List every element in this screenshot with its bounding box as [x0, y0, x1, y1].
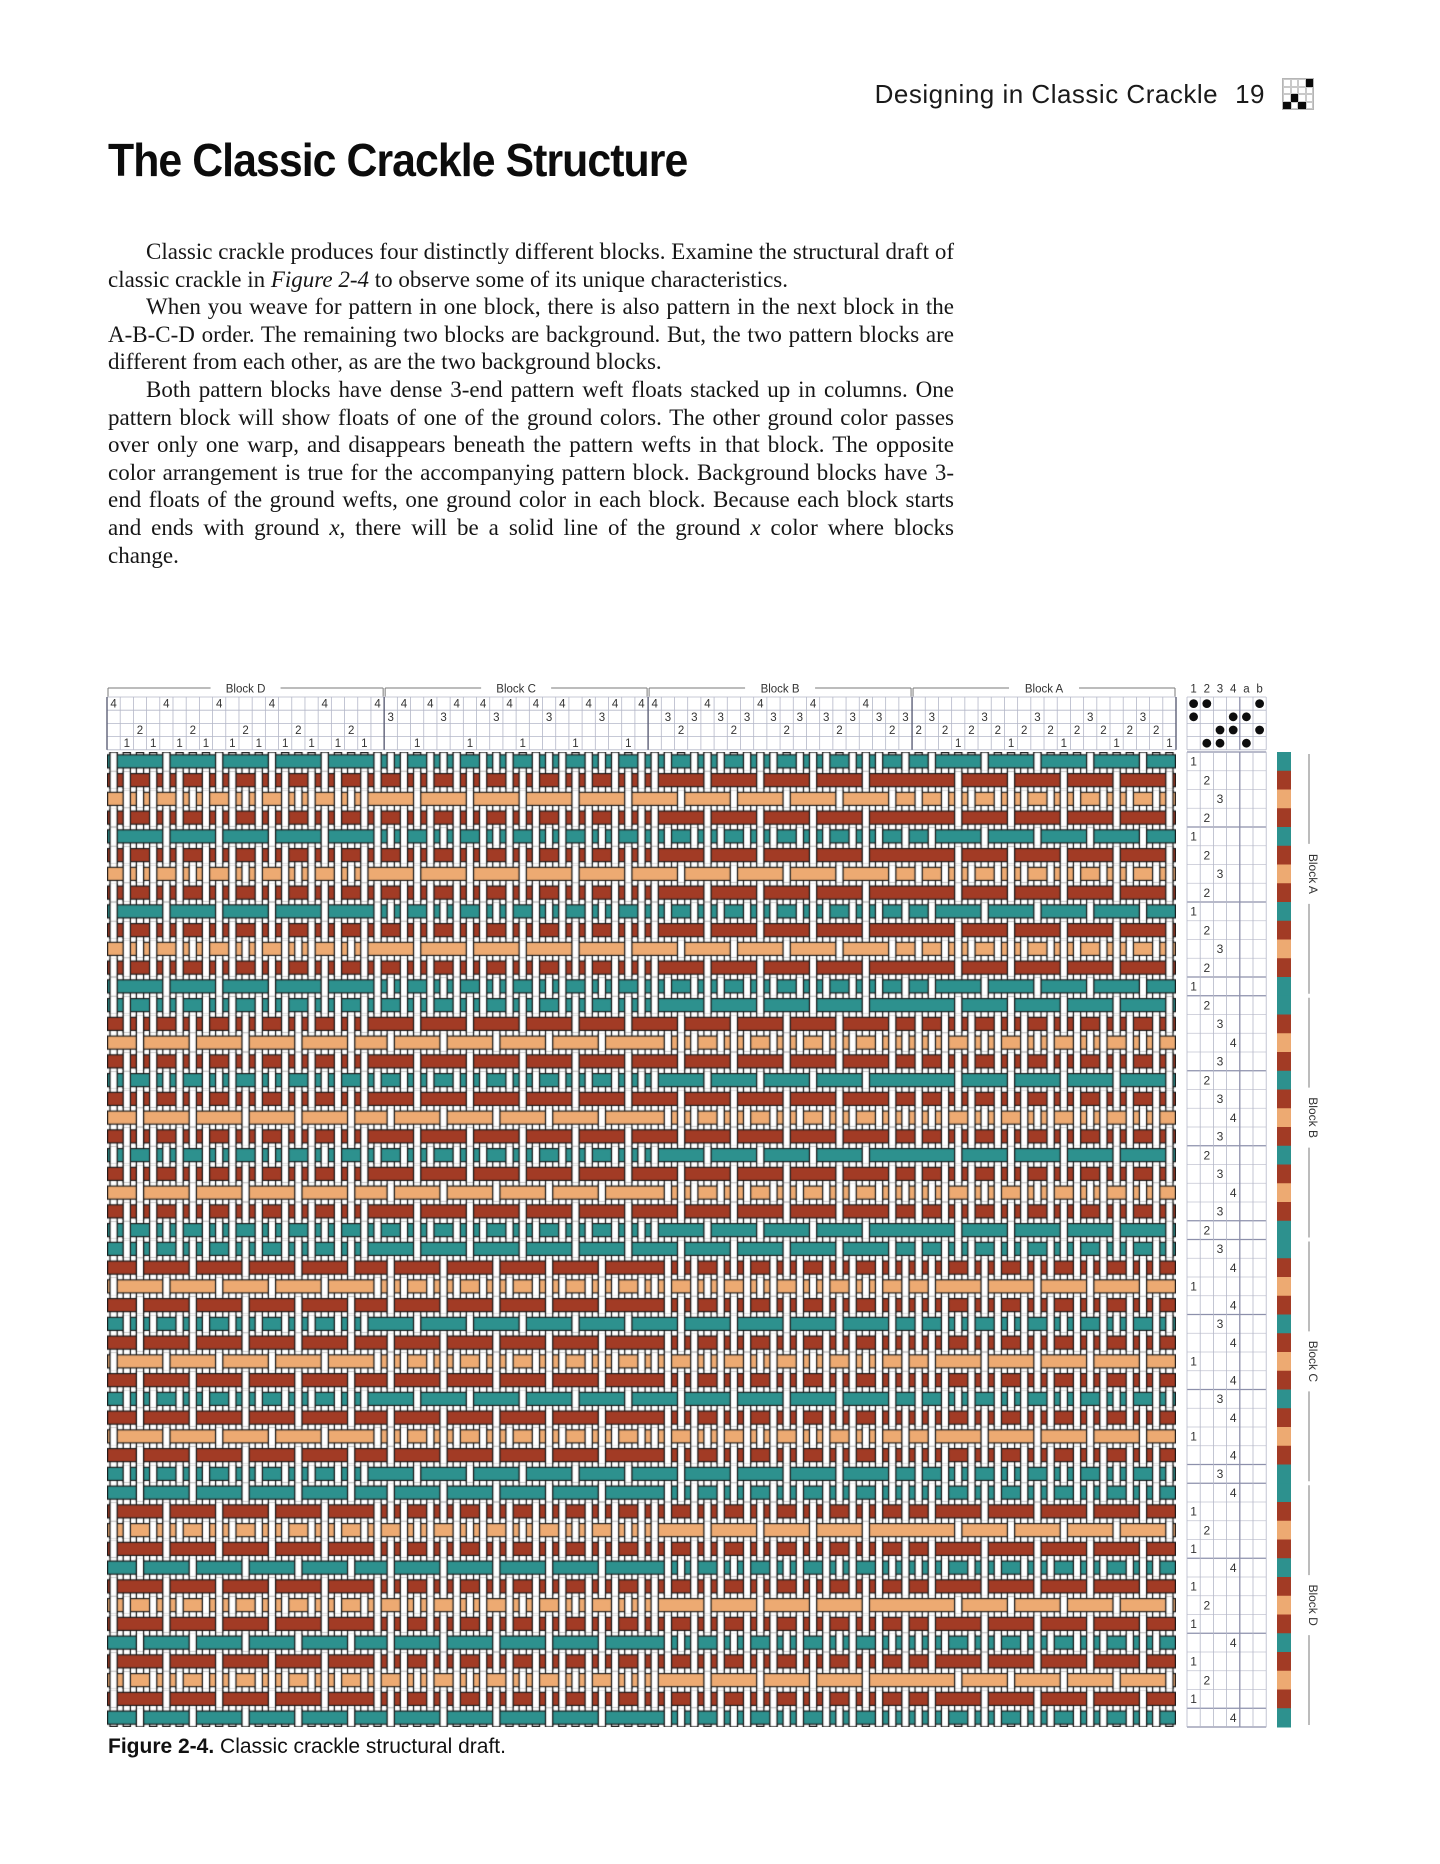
body-paragraph: Both pattern blocks have dense 3-end pattern weft floats stacked up in columns. One pattern block will show floats of one of the ground colors. The other ground color passes over only one warp, and disappears beneath the pattern wefts in that block. The opposite color arrangement is true for the accompanying pattern block. Background blocks have 3-end floats of the ground wefts, one ground color in each block. Because each block starts and ends with ground x, there will be a solid line of the ground x color where blocks change. [108, 376, 954, 568]
treadling-number: 2 [1203, 1673, 1211, 1688]
threading-shaft-number: 2 [242, 725, 249, 737]
treadling-number: 1 [1190, 829, 1197, 844]
threading-shaft-number: 3 [1087, 711, 1094, 724]
treadling-block-label: Block D [1306, 1584, 1320, 1626]
threading-shaft-number: 3 [770, 711, 777, 724]
threading-shaft-number: 4 [427, 698, 434, 711]
threading-shaft-number: 3 [691, 711, 698, 724]
weft-color-cell [1277, 1521, 1291, 1540]
treadling-number: 4 [1229, 1485, 1237, 1500]
tieup-dot [1216, 739, 1225, 748]
weft-color-cell [1277, 1165, 1291, 1184]
threading-shaft-number: 4 [506, 698, 513, 711]
treadling-number: 3 [1216, 942, 1224, 957]
threading-shaft-number: 4 [163, 698, 170, 711]
treadling-number: 3 [1216, 867, 1224, 882]
threading-shaft-number: 3 [1139, 711, 1147, 724]
treadling-number: 2 [1203, 1073, 1211, 1088]
weft-color-cell [1277, 1408, 1291, 1427]
threading-shaft-number: 1 [955, 738, 962, 751]
threading-shaft-number: 3 [849, 711, 856, 724]
threading-shaft-number: 1 [1060, 738, 1068, 751]
weft-color-cell [1277, 1690, 1291, 1709]
running-head-title: Designing in Classic Crackle [874, 78, 1219, 109]
threading-shaft-number: 4 [321, 698, 328, 711]
treadling-number: 4 [1229, 1635, 1237, 1650]
threading-block-label: Block D [225, 683, 266, 696]
threading-shaft-number: 3 [928, 711, 936, 724]
treadling-number: 4 [1229, 1373, 1237, 1388]
treadling-number: 3 [1216, 1317, 1224, 1332]
threading-shaft-number: 4 [559, 698, 566, 711]
weft-color-cell [1277, 1315, 1291, 1334]
weft-color-cell [1277, 1540, 1291, 1559]
weft-color-cell [1277, 1221, 1291, 1240]
weft-color-cell [1277, 1371, 1291, 1390]
threading-shaft-number: 4 [268, 698, 276, 711]
threading-shaft-number: 4 [215, 698, 223, 711]
threading-shaft-number: 4 [638, 698, 645, 711]
weft-color-cell [1277, 1071, 1291, 1090]
threading-shaft-number: 2 [836, 725, 843, 737]
threading-shaft-number: 4 [110, 698, 117, 711]
treadling-number: 3 [1216, 1129, 1224, 1144]
threading-shaft-number: 1 [361, 738, 368, 751]
weft-color-cell [1277, 1465, 1291, 1484]
tieup-column-header: 2 [1203, 683, 1211, 696]
threading-shaft-number: 1 [466, 738, 474, 751]
treadling-number: 1 [1190, 1354, 1197, 1369]
treadling-number: 1 [1190, 1504, 1197, 1519]
threading-shaft-number: 2 [677, 725, 685, 737]
threading-shaft-number: 3 [598, 711, 606, 724]
weft-color-cell [1277, 1015, 1291, 1034]
treadling-number: 1 [1190, 1579, 1197, 1594]
treadling-number: 3 [1216, 792, 1224, 807]
treadling-number: 2 [1203, 773, 1211, 788]
weft-color-cell [1277, 921, 1291, 940]
treadling-number: 3 [1216, 1167, 1224, 1182]
threading-shaft-number: 4 [400, 698, 408, 711]
threading-shaft-number: 2 [1100, 725, 1107, 737]
threading-shaft-number: 1 [229, 738, 236, 751]
weft-color-cell [1277, 1352, 1291, 1371]
threading-shaft-number: 1 [572, 738, 579, 751]
threading-block-label: Block B [760, 683, 800, 696]
threading-shaft-number: 4 [651, 698, 658, 711]
threading-shaft-number: 4 [479, 698, 487, 711]
threading-shaft-number: 3 [493, 711, 500, 724]
threading-shaft-number: 2 [1021, 725, 1028, 737]
threading-shaft-number: 3 [664, 711, 672, 724]
caption-text: Classic crackle structural draft. [214, 1735, 506, 1758]
threading-shaft-number: 3 [875, 711, 883, 724]
weft-color-cell [1277, 1671, 1291, 1690]
weft-color-cell [1277, 827, 1291, 846]
treadling-number: 2 [1203, 1598, 1211, 1613]
weft-color-cell [1277, 790, 1291, 809]
tieup-column-header: 4 [1229, 683, 1237, 696]
treadling-number: 2 [1203, 885, 1211, 900]
section-heading: The Classic Crackle Structure [108, 134, 688, 186]
weft-color-cell [1277, 752, 1291, 771]
threading-shaft-number: 2 [783, 725, 790, 737]
threading-shaft-number: 2 [889, 725, 896, 737]
treadling-number: 3 [1216, 1392, 1224, 1407]
treadling-number: 2 [1203, 923, 1211, 938]
threading-shaft-number: 2 [1126, 725, 1134, 737]
weft-color-cell [1277, 977, 1291, 996]
threading-shaft-number: 1 [149, 738, 157, 751]
weft-color-cell [1277, 1427, 1291, 1446]
threading-shaft-number: 3 [796, 711, 804, 724]
threading-shaft-number: 1 [308, 738, 315, 751]
tieup-dot [1216, 726, 1225, 735]
threading-shaft-number: 2 [136, 725, 144, 737]
page-number: 19 [1235, 78, 1265, 109]
threading-shaft-number: 2 [994, 725, 1002, 737]
threading-shaft-number: 2 [189, 725, 196, 737]
treadling-number: 2 [1203, 810, 1211, 825]
weft-color-cell [1277, 1146, 1291, 1165]
weft-color-cell [1277, 1558, 1291, 1577]
treadling-number: 4 [1229, 1035, 1237, 1050]
tieup-column-header: 1 [1190, 683, 1197, 696]
treadling-number: 3 [1216, 1467, 1224, 1482]
threading-shaft-number: 3 [743, 711, 751, 724]
weft-color-cell [1277, 1108, 1291, 1127]
threading-shaft-number: 2 [915, 725, 922, 737]
threading-shaft-number: 3 [440, 711, 447, 724]
weft-color-cell [1277, 1240, 1291, 1259]
weft-color-cell [1277, 1615, 1291, 1634]
weft-color-cell [1277, 1333, 1291, 1352]
weft-color-cell [1277, 1390, 1291, 1409]
treadling-number: 3 [1216, 1242, 1224, 1257]
treadling-number: 3 [1216, 1092, 1224, 1107]
threading-shaft-number: 2 [1073, 725, 1081, 737]
tieup-dot [1202, 699, 1211, 708]
treadling-number: 1 [1190, 1429, 1197, 1444]
weft-color-cell [1277, 1596, 1291, 1615]
weft-color-cell [1277, 771, 1291, 790]
treadling-number: 1 [1190, 1654, 1197, 1669]
threading-shaft-number: 2 [295, 725, 302, 737]
tieup-dot [1189, 699, 1198, 708]
tieup-dot [1229, 726, 1238, 735]
threading-shaft-number: 2 [1153, 725, 1160, 737]
weft-color-cell [1277, 1502, 1291, 1521]
threading-shaft-number: 3 [387, 711, 394, 724]
treadling-number: 1 [1190, 1542, 1197, 1557]
treadling-number: 4 [1229, 1448, 1237, 1463]
threading-shaft-number: 3 [823, 711, 830, 724]
body-paragraph: Classic crackle produces four distinctly different blocks. Examine the structural draft of classic crackle in Figure 2-4 to observe some of its unique characteristics. [108, 239, 954, 292]
treadling-number: 1 [1190, 904, 1197, 919]
threading-shaft-number: 1 [334, 738, 342, 751]
threading-shaft-number: 3 [902, 711, 909, 724]
treadling-block-label: Block B [1306, 1097, 1320, 1138]
treadling-number: 4 [1229, 1260, 1237, 1275]
weft-color-cell [1277, 902, 1291, 921]
treadling-number: 1 [1190, 1692, 1197, 1707]
weft-color-cell [1277, 846, 1291, 865]
weft-color-cell [1277, 958, 1291, 977]
threading-shaft-number: 2 [941, 725, 949, 737]
weft-color-cell [1277, 1127, 1291, 1146]
tieup-dot [1189, 712, 1198, 721]
threading-shaft-number: 1 [202, 738, 210, 751]
treadling-number: 2 [1203, 998, 1211, 1013]
threading-shaft-number: 4 [862, 698, 870, 711]
tieup-column-header: b [1256, 683, 1263, 696]
threading-shaft-number: 3 [545, 711, 553, 724]
threading-shaft-number: 4 [585, 698, 592, 711]
threading-shaft-number: 2 [1047, 725, 1054, 737]
threading-block-label: Block A [1024, 683, 1064, 696]
weft-color-cell [1277, 1090, 1291, 1109]
treadling-number: 4 [1229, 1335, 1237, 1350]
threading-shaft-number: 1 [123, 738, 130, 751]
tieup-column-header: a [1243, 683, 1250, 696]
treadling-number: 2 [1203, 1148, 1211, 1163]
threading-shaft-number: 2 [730, 725, 738, 737]
threading-shaft-number: 4 [532, 698, 540, 711]
tieup-dot [1255, 699, 1264, 708]
treadling-number: 1 [1190, 1617, 1197, 1632]
treadling-number: 4 [1229, 1185, 1237, 1200]
weft-color-cell [1277, 996, 1291, 1015]
threading-shaft-number: 4 [611, 698, 619, 711]
weft-color-cell [1277, 1708, 1291, 1727]
caption-label: Figure 2-4. [108, 1735, 215, 1758]
treadling-number: 3 [1216, 1054, 1224, 1069]
weft-color-cell [1277, 1446, 1291, 1465]
threading-shaft-number: 3 [1034, 711, 1041, 724]
figure-caption [108, 1735, 506, 1759]
threading-shaft-number: 4 [453, 698, 460, 711]
threading-shaft-number: 3 [981, 711, 988, 724]
treadling-number: 2 [1203, 1523, 1211, 1538]
treadling-number: 2 [1203, 1223, 1211, 1238]
threading-shaft-number: 1 [281, 738, 289, 751]
weft-color-cell [1277, 1633, 1291, 1652]
threading-shaft-number: 1 [1166, 738, 1173, 751]
weft-color-cell [1277, 883, 1291, 902]
treadling-number: 4 [1229, 1110, 1237, 1125]
treadling-number: 4 [1229, 1410, 1237, 1425]
treadling-number: 3 [1216, 1017, 1224, 1032]
weft-color-cell [1277, 1033, 1291, 1052]
treadling-number: 2 [1203, 848, 1211, 863]
treadling-number: 4 [1229, 1298, 1237, 1313]
treadling-number: 1 [1190, 1279, 1197, 1294]
weft-color-cell [1277, 1483, 1291, 1502]
weft-color-cell [1277, 1183, 1291, 1202]
weft-color-cell [1277, 1202, 1291, 1221]
treadling-block-label: Block C [1306, 1340, 1320, 1383]
threading-shaft-number: 4 [757, 698, 764, 711]
threading-shaft-number: 1 [176, 738, 183, 751]
tieup-dot [1242, 712, 1251, 721]
treadling-number: 1 [1190, 979, 1197, 994]
threading-shaft-number: 4 [809, 698, 817, 711]
tieup-column-header: 3 [1216, 683, 1224, 696]
drawdown-canvas [107, 752, 1176, 1727]
weft-color-cell [1277, 1277, 1291, 1296]
threading-shaft-number: 1 [625, 738, 632, 751]
threading-shaft-number: 1 [519, 738, 526, 751]
weft-color-cell [1277, 865, 1291, 884]
treadling-block-label: Block A [1306, 853, 1320, 894]
threading-shaft-number: 1 [1113, 738, 1120, 751]
threading-shaft-number: 4 [374, 698, 381, 711]
threading-shaft-number: 3 [717, 711, 724, 724]
threading-shaft-number: 1 [1007, 738, 1015, 751]
tieup-dot [1255, 726, 1264, 735]
treadling-number: 4 [1229, 1710, 1237, 1725]
threading-shaft-number: 2 [968, 725, 975, 737]
weft-color-cell [1277, 1052, 1291, 1071]
weft-color-cell [1277, 1258, 1291, 1277]
tieup-dot [1229, 712, 1238, 721]
threading-shaft-number: 4 [704, 698, 711, 711]
tieup-dot [1202, 739, 1211, 748]
weft-color-cell [1277, 1652, 1291, 1671]
tieup-dot [1242, 739, 1251, 748]
body-paragraph: When you weave for pattern in one block, there is also pattern in the next block in the A-B-C-D order. The remaining two blocks are background. But, the two pattern blocks are different from each other, as are the two background blocks. [108, 294, 954, 375]
weft-color-cell [1277, 1577, 1291, 1596]
treadling-number: 4 [1229, 1560, 1237, 1575]
weft-color-cell [1277, 940, 1291, 959]
weft-color-cell [1277, 1296, 1291, 1315]
threading-shaft-number: 1 [413, 738, 421, 751]
treadling-number: 1 [1190, 754, 1197, 769]
treadling-number: 2 [1203, 960, 1211, 975]
weft-color-cell [1277, 808, 1291, 827]
threading-block-label: Block C [496, 683, 536, 696]
threading-shaft-number: 1 [255, 738, 262, 751]
treadling-number: 3 [1216, 1204, 1224, 1219]
threading-shaft-number: 2 [347, 725, 355, 737]
